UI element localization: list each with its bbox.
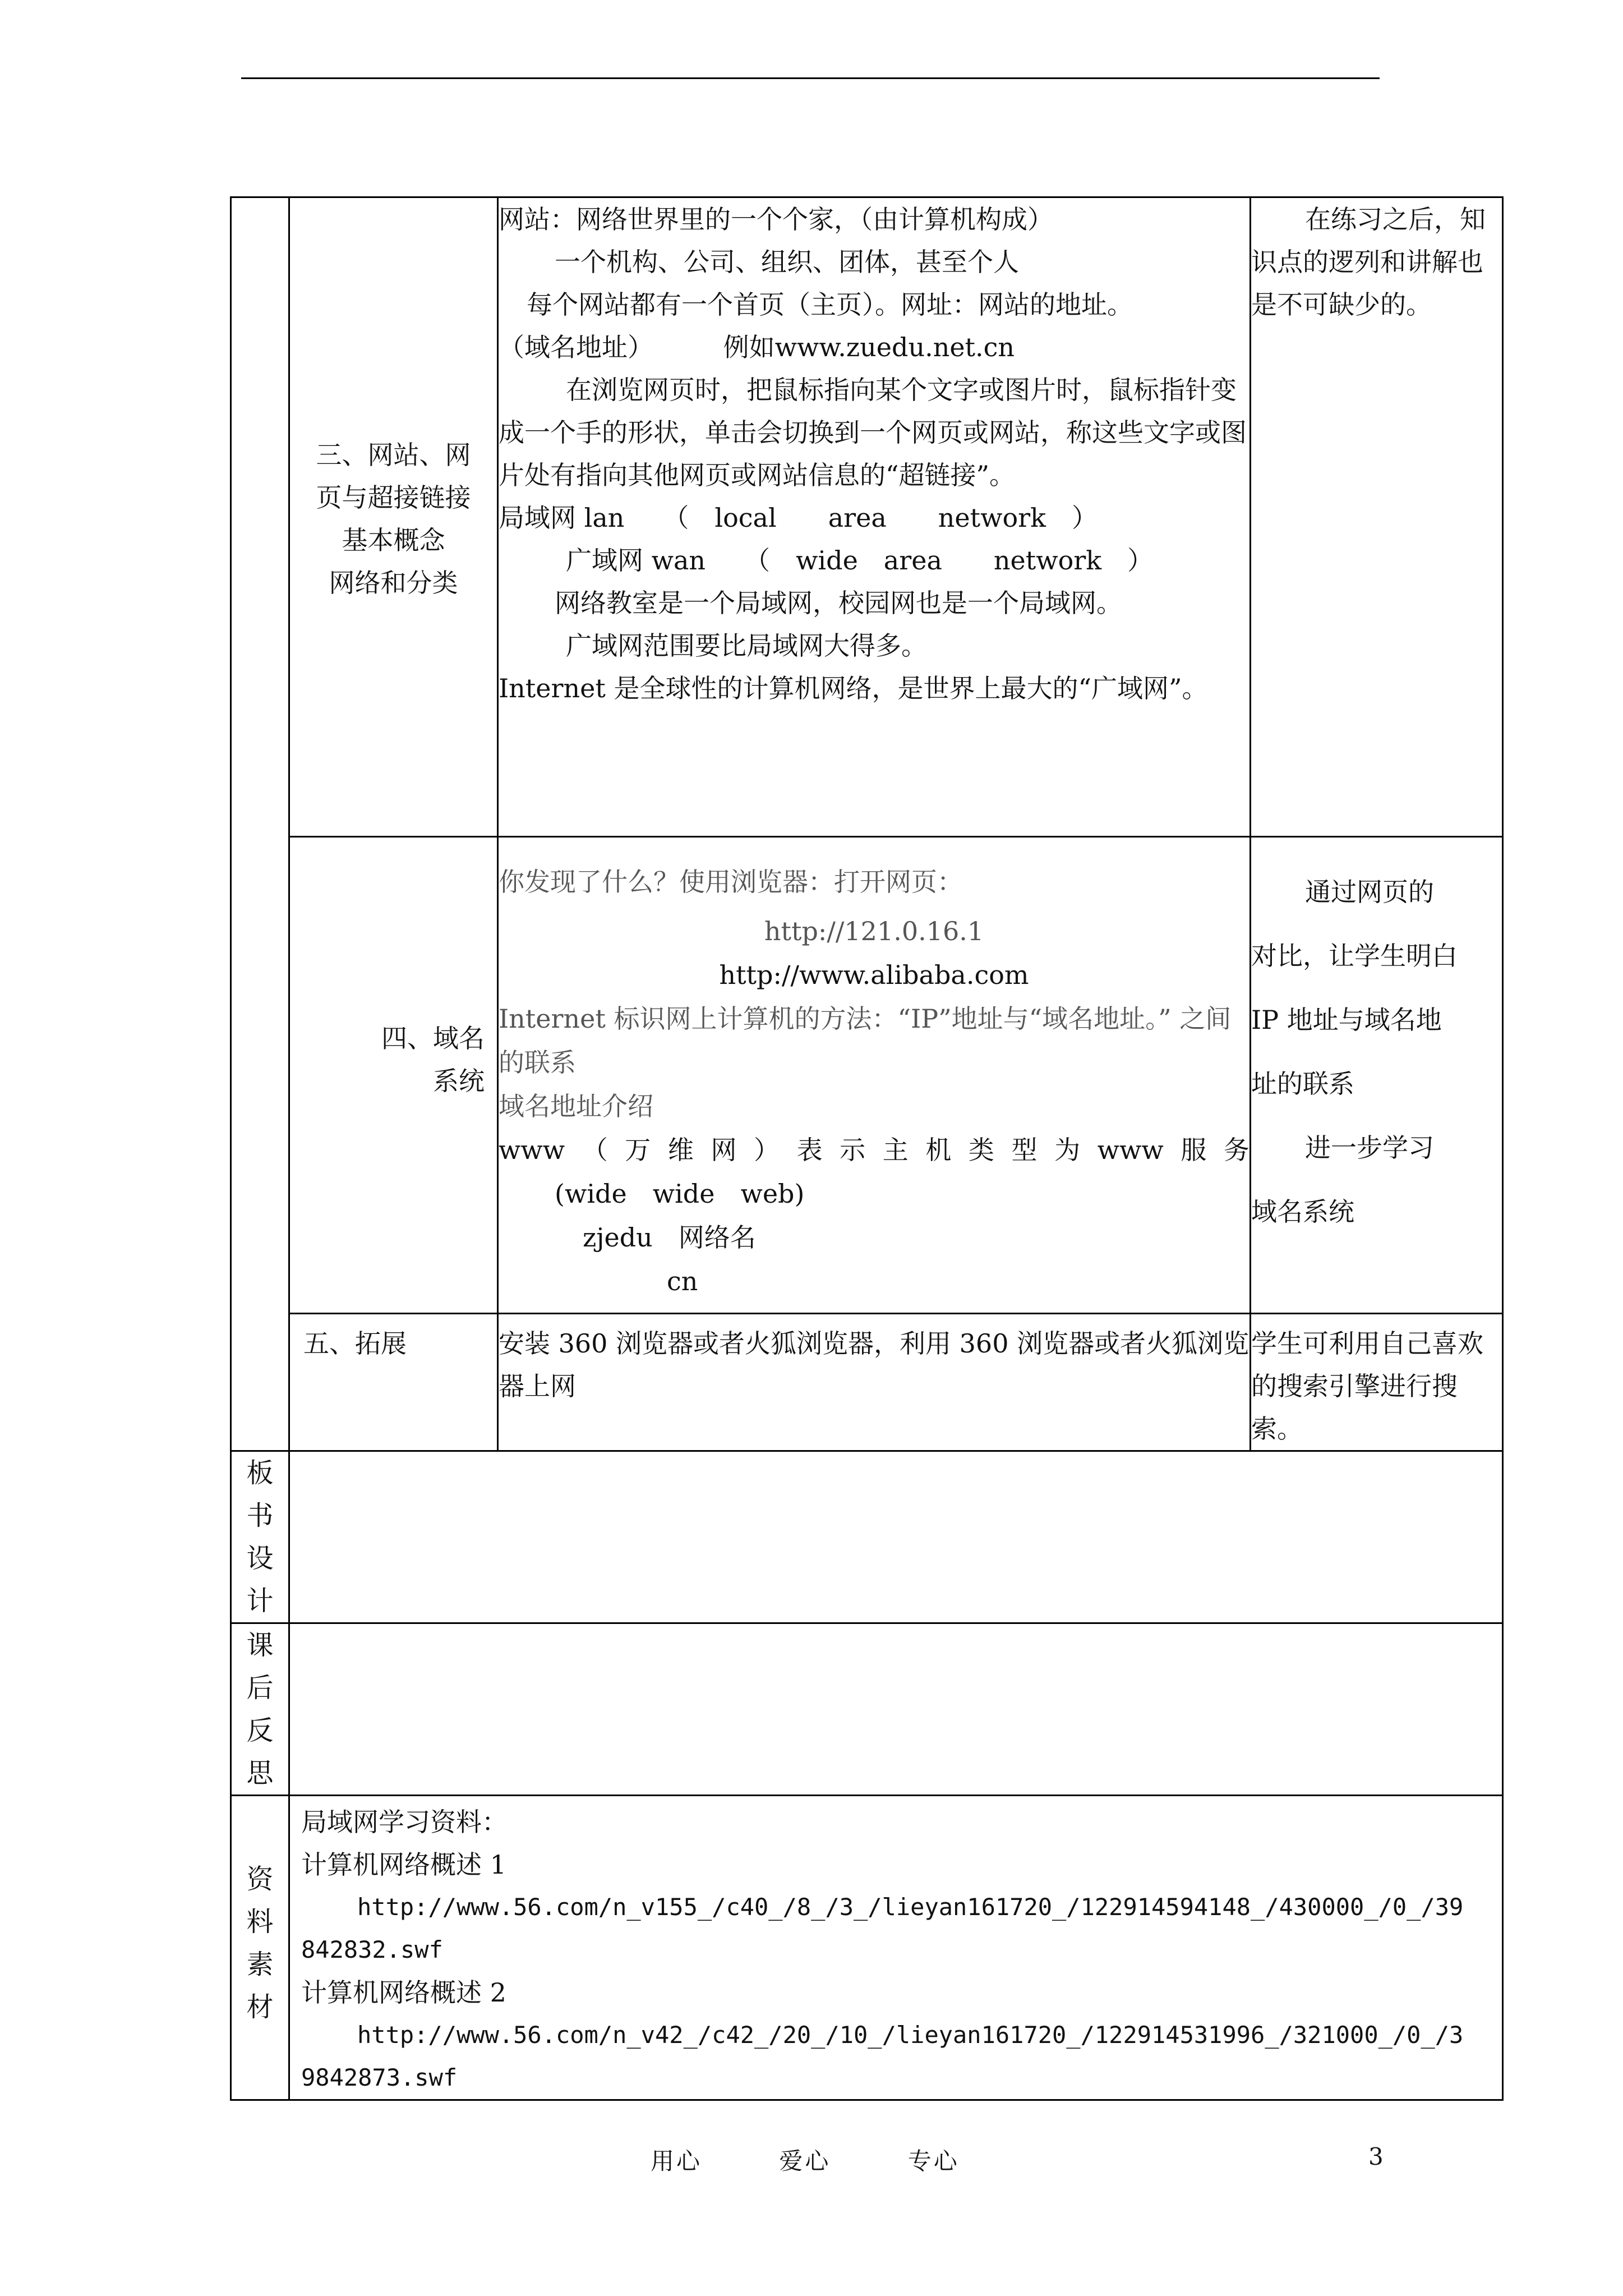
section4-note-line: 通过网页的: [1305, 877, 1434, 907]
www-expansion: (wide wide web): [555, 1179, 805, 1209]
label-char: 书: [246, 1500, 274, 1531]
lab-network-line: 网络教室是一个局域网，校园网也是一个局域网。: [555, 588, 1122, 618]
lesson-plan-table: [230, 196, 1504, 2101]
board-design-label: [231, 1451, 289, 1623]
ip-url: http://121.0.16.1: [764, 916, 984, 946]
website-owners: 一个机构、公司、组织、团体，甚至个人: [555, 247, 1019, 277]
section3-title-line: 基本概念: [342, 525, 445, 555]
section3-content: [498, 197, 1251, 837]
page-number: 3: [1368, 2143, 1384, 2170]
label-char: 素: [246, 1949, 274, 1980]
domain-address-label: （域名地址）: [499, 332, 653, 362]
footer-motto: 专心: [907, 2147, 960, 2175]
www-token: 表: [796, 1135, 823, 1165]
material-item-title: 计算机网络概述 1: [301, 1849, 506, 1880]
section3-note-text: 在练习之后，知识点的逻列和讲解也是不可缺少的。: [1251, 204, 1486, 320]
header-rule: [241, 77, 1380, 79]
section4-title-line: 四、域名: [381, 1023, 485, 1053]
footer-motto: 爱心: [779, 2147, 831, 2175]
section3-row: [231, 197, 1503, 837]
www-token: 万: [625, 1135, 651, 1165]
section4-note-line: IP 地址与域名地: [1251, 1005, 1442, 1035]
website-definition: 网站：网络世界里的一个个家，（由计算机构成）: [499, 204, 1053, 234]
wan-range-line: 广域网范围要比局域网大得多。: [566, 631, 927, 661]
materials-row: [231, 1796, 1503, 2100]
domain-example-line: [499, 326, 1249, 369]
material-item-title: 计算机网络概述 2: [301, 1977, 506, 2008]
www-token: www: [1097, 1135, 1164, 1165]
www-token: （: [582, 1135, 608, 1165]
section4-title: [289, 837, 498, 1314]
section4-note-line: 址的联系: [1251, 1069, 1354, 1099]
www-token: 主: [882, 1135, 909, 1165]
www-token: 型: [1011, 1135, 1038, 1165]
section4-content: [498, 837, 1251, 1314]
domain-example: 例如www.zuedu.net.cn: [723, 332, 1015, 362]
www-token: 为: [1054, 1135, 1081, 1165]
label-char: 料: [246, 1906, 274, 1938]
section3-title-line: 网络和分类: [329, 568, 458, 598]
section5-content-text: 安装 360 浏览器或者火狐浏览器，利用 360 浏览器或者火狐浏览器上网: [499, 1328, 1249, 1401]
www-line: [499, 1128, 1249, 1172]
materials-label: [231, 1796, 289, 2100]
section3-title-line: 页与超接链接: [316, 482, 471, 513]
page-footer: [0, 2143, 1623, 2188]
materials-title: 局域网学习资料：: [301, 1807, 508, 1837]
homepage-text: 每个网站都有一个首页（主页）。网址：网站的地址。: [527, 289, 1133, 320]
material-link[interactable]: http://www.56.com/n_v155_/c40_/8_/3_/lieyan161720_/122914594148_/430000_/0_/39: [357, 1893, 1464, 1921]
label-char: 课: [246, 1630, 274, 1661]
domain-url: http://www.alibaba.com: [719, 960, 1029, 990]
section4-row: [231, 837, 1503, 1314]
material-link[interactable]: http://www.56.com/n_v42_/c42_/20_/10_/lieyan161720_/122914531996_/321000_/0_/3: [357, 2021, 1464, 2049]
board-design-row: [231, 1451, 1503, 1623]
cn-line: cn: [667, 1266, 698, 1296]
section5-content: [498, 1314, 1251, 1451]
material-link[interactable]: 9842873.swf: [301, 2064, 458, 2091]
domain-intro-label: 域名地址介绍: [499, 1091, 653, 1121]
material-link[interactable]: 842832.swf: [301, 1936, 443, 1963]
www-token: 机: [925, 1135, 952, 1165]
www-token: 类: [968, 1135, 994, 1165]
reflection-label: [231, 1623, 289, 1796]
section4-note-line: 进一步学习: [1305, 1133, 1434, 1163]
internet-paragraph: Internet 是全球性的计算机网络，是世界上最大的“广域网”。: [499, 673, 1208, 703]
www-token: 务: [1223, 1135, 1249, 1165]
section4-title-line: 系统: [433, 1066, 485, 1096]
section3-note: [1251, 197, 1503, 837]
reflection-row: [231, 1623, 1503, 1796]
hyperlink-paragraph: 在浏览网页时，把鼠标指向某个文字或图片时，鼠标指针变成一个手的形状，单击会切换到一个网页或网站，称这些文字或图片处有指向其他网页或网站信息的“超链接”。: [499, 375, 1247, 490]
label-char: 资: [246, 1864, 274, 1895]
www-token: 示: [840, 1135, 866, 1165]
section4-note: [1251, 837, 1503, 1314]
materials-content: [289, 1796, 1503, 2100]
section3-title-line: 三、网站、网: [316, 440, 471, 470]
board-design-content: [289, 1451, 1503, 1623]
www-token: www: [499, 1135, 565, 1165]
reflection-content: [289, 1623, 1503, 1796]
ip-domain-paragraph: Internet 标识网上计算机的方法：“IP”地址与“域名地址。” 之间的联系: [499, 1004, 1232, 1078]
section4-note-line: 域名系统: [1251, 1197, 1354, 1227]
label-char: 计: [246, 1585, 274, 1617]
section5-title: [289, 1314, 498, 1451]
www-token: 服: [1181, 1135, 1207, 1165]
section5-note: [1251, 1314, 1503, 1451]
label-char: 反: [246, 1715, 274, 1746]
label-char: 板: [246, 1457, 274, 1489]
label-char: 设: [246, 1543, 274, 1574]
discovery-question: 你发现了什么？使用浏览器：打开网页：: [499, 867, 963, 897]
www-token: 维: [667, 1135, 694, 1165]
label-char: 后: [246, 1672, 274, 1704]
section5-title-text: 五、拓展: [303, 1328, 407, 1359]
wan-line: 广域网 wan （ wide area network ）: [566, 545, 1154, 576]
section4-note-line: 对比，让学生明白: [1251, 941, 1458, 971]
www-token: 网: [711, 1135, 737, 1165]
www-token: ）: [754, 1135, 780, 1165]
left-blank-cell: [231, 197, 289, 1451]
footer-motto: 用心: [651, 2147, 703, 2175]
section5-row: [231, 1314, 1503, 1451]
label-char: 思: [246, 1757, 274, 1789]
label-char: 材: [246, 1991, 274, 2023]
lan-line: 局域网 lan （ local area network ）: [499, 503, 1098, 533]
zjedu-line: zjedu 网络名: [583, 1222, 756, 1253]
section5-note-text: 学生可利用自己喜欢的搜索引擎进行搜索。: [1251, 1328, 1483, 1444]
section3-title: [289, 197, 498, 837]
footer-mottos: [651, 2143, 1027, 2177]
